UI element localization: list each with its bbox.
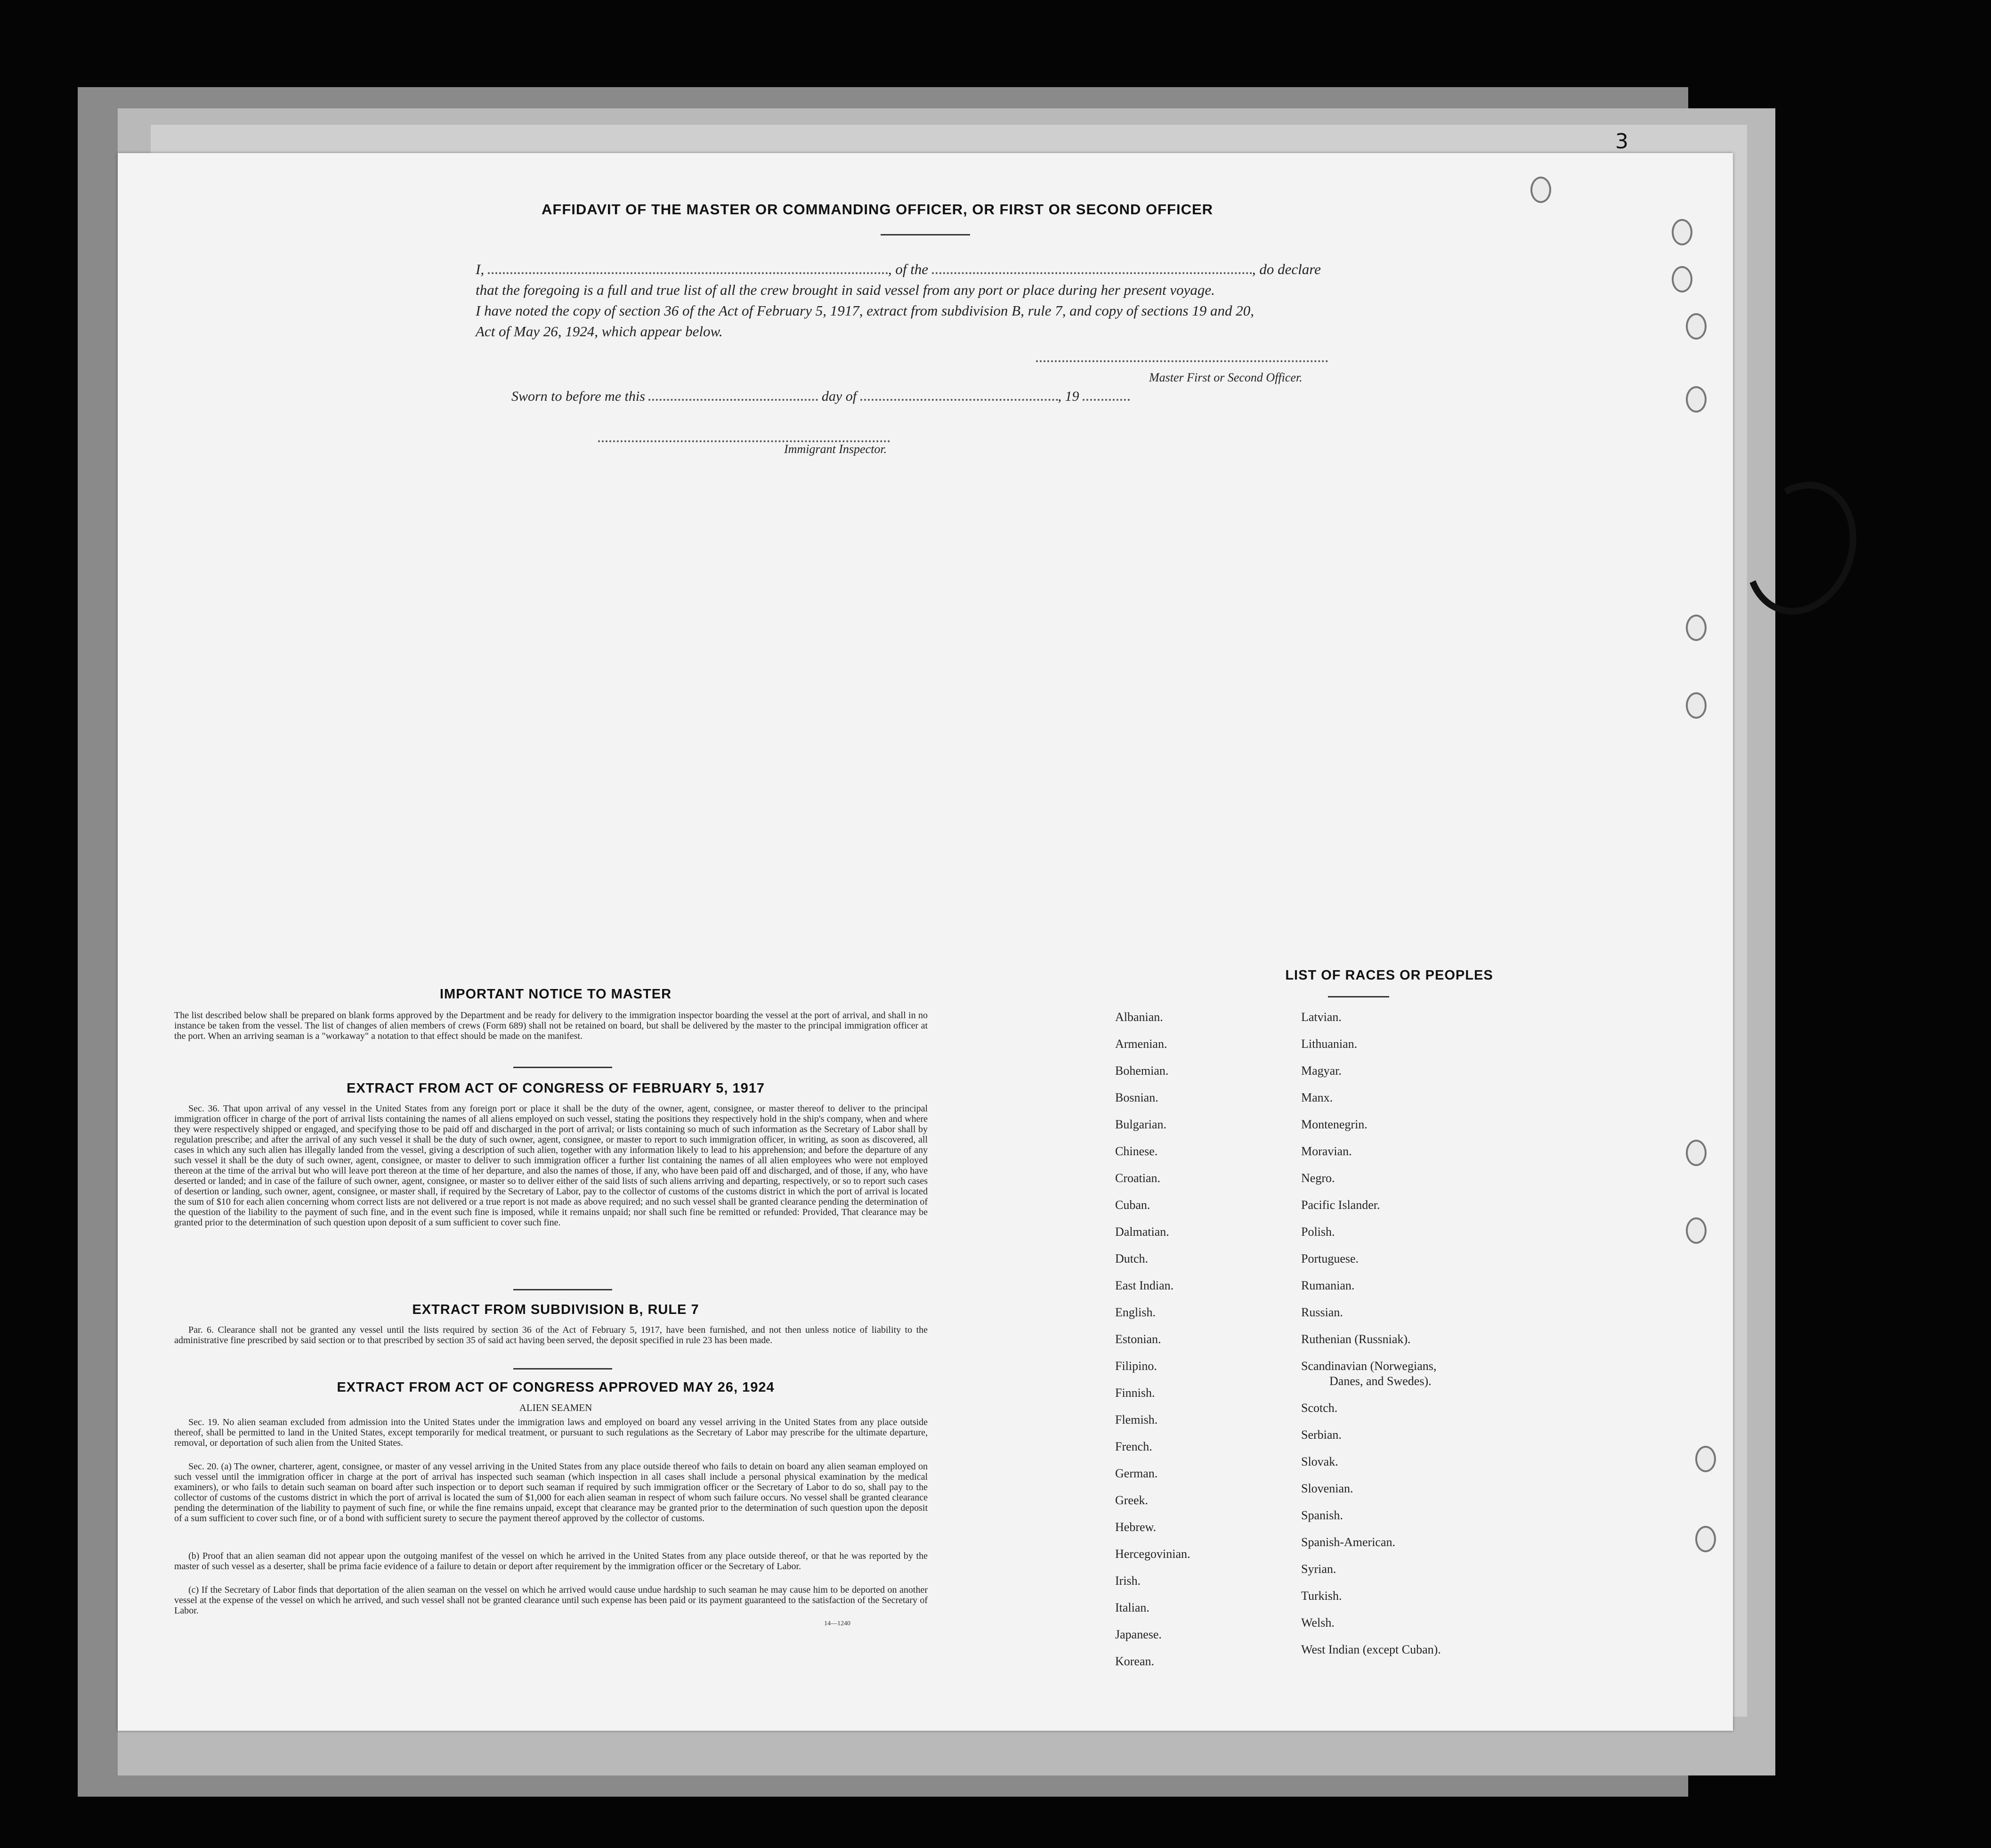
master-signature-label: Master First or Second Officer. [1149, 371, 1303, 384]
race-item: Polish. [1301, 1225, 1335, 1239]
punch-hole [1695, 1446, 1716, 1472]
affidavit-line-4: Act of May 26, 1924, which appear below. [476, 323, 723, 340]
race-item: Flemish. [1115, 1413, 1158, 1427]
extract-1917-title: EXTRACT FROM ACT OF CONGRESS OF FEBRUARY 5, 1917 [346, 1081, 765, 1096]
race-item: Bosnian. [1115, 1091, 1158, 1104]
race-item: Latvian. [1301, 1010, 1342, 1024]
race-item: Hebrew. [1115, 1520, 1157, 1534]
race-item: Turkish. [1301, 1589, 1342, 1603]
race-item: Bulgarian. [1115, 1118, 1167, 1131]
notice-title: IMPORTANT NOTICE TO MASTER [439, 987, 672, 1002]
form-page [118, 153, 1733, 1731]
race-item: Irish. [1115, 1574, 1141, 1588]
declarant-prefix: I, [476, 261, 485, 277]
affidavit-line-2: that the foregoing is a full and true list of all the crew brought in said vessel from any port or place during her present voyage. [476, 282, 1215, 298]
race-item: Hercegovinian. [1115, 1547, 1190, 1561]
of-the-label: , of the [888, 261, 929, 277]
race-item: Scotch. [1301, 1401, 1338, 1415]
race-item: English. [1115, 1305, 1156, 1319]
race-item: Russian. [1301, 1305, 1343, 1319]
punch-hole [1686, 1217, 1707, 1244]
divider [513, 1368, 612, 1370]
punch-hole [1686, 386, 1707, 413]
day-of-label: day of [821, 389, 857, 404]
extract-1924-sec20c: (c) If the Secretary of Labor finds that deportation of the alien seaman on the vessel on which he arrived would cause undue hardship to such seaman he may cause him to be deported on another vessel at the expense of the vessel on which he arrived, and such vessel shall not be granted clearance until such expense has been paid or its payment guaranteed to the satisfaction of the Secretary of Labor. [174, 1585, 928, 1616]
page-number: 3 [1615, 130, 1628, 154]
race-item: Rumanian. [1301, 1279, 1355, 1292]
punch-hole [1530, 177, 1551, 203]
divider [881, 234, 970, 235]
race-item: Estonian. [1115, 1332, 1161, 1346]
race-item: German. [1115, 1467, 1158, 1480]
sworn-year-field[interactable] [1083, 399, 1130, 401]
race-item: Syrian. [1301, 1562, 1336, 1576]
punch-hole [1695, 1526, 1716, 1552]
race-item: Slovenian. [1301, 1482, 1353, 1495]
extract-1924-sec19: Sec. 19. No alien seaman excluded from admission into the United States under the immigration laws and employed on board any vessel arriving in the United States from any place outside thereof, shall be permitted to land in the United States, except temporarily for medical treatment, or pursuant to such regulations as the Secretary of Labor may prescribe for the ultimate departure, removal, or deportation of such alien from the United States. [174, 1417, 928, 1448]
inspector-label: Immigrant Inspector. [784, 442, 887, 456]
race-item: East Indian. [1115, 1279, 1174, 1292]
divider [513, 1067, 612, 1068]
affidavit-title: AFFIDAVIT OF THE MASTER OR COMMANDING OFFICER, OR FIRST OR SECOND OFFICER [542, 201, 1214, 218]
year-label: , 19 [1058, 389, 1079, 404]
affidavit-declaration [476, 259, 1417, 342]
sworn-line [511, 389, 1312, 405]
race-item: Lithuanian. [1301, 1037, 1358, 1051]
race-item: Cuban. [1115, 1198, 1150, 1212]
race-item: Filipino. [1115, 1359, 1157, 1373]
race-item: Chinese. [1115, 1144, 1158, 1158]
divider [513, 1289, 612, 1290]
master-signature-field[interactable] [1036, 360, 1328, 362]
race-item: Manx. [1301, 1091, 1333, 1104]
declarant-name-field[interactable] [488, 272, 888, 274]
extract-rule7-text: Par. 6. Clearance shall not be granted any vessel until the lists required by section 36 of the Act of February 5, 1917, have been furnished, and not then unless notice of liability to the administrative fine prescribed by said section or to that prescribed by section 35 of said act having been served, the deposit specified in rule 23 has been made. [174, 1325, 928, 1345]
sworn-day-field[interactable] [648, 399, 818, 401]
punch-hole [1672, 266, 1692, 292]
race-item: Albanian. [1115, 1010, 1163, 1024]
sworn-label: Sworn to before me this [511, 389, 645, 404]
race-item: Slovak. [1301, 1455, 1338, 1468]
race-item: Croatian. [1115, 1171, 1161, 1185]
extract-1917-text: Sec. 36. That upon arrival of any vessel in the United States from any foreign port or place it shall be the duty of the owner, agent, consignee, or master thereof to deliver to the principal immigration officer in charge of the port of arrival lists containing the names of all aliens employed on such vessel, stating the positions they respectively hold in the ship's company, when and where they were respectively shipped or engaged, and specifying those to be paid off and discharged in the port of arrival; or lists containing so much of such information as the Secretary of Labor shall by regulation prescribe; and after the arrival of any such vessel it shall be the duty of such owner, agent, consignee, or master to report to such immigration officer, in writing, as soon as discovered, all cases in which any such alien has illegally landed from the vessel, giving a description of such alien, together with any information likely to lead to his apprehension; and before the departure of any such vessel it shall be the duty of such owner, agent, consignee, or master to deliver to such immigration officer a further list containing the names of all alien employees who were not employed thereon at the time of the arrival but who will leave port thereon at the time of her departure, and also the names of those, if any, who have been paid off and discharged, and of those, if any, who have deserted or landed; and in case of the failure of such owner, agent, consignee, or master so to deliver either of the said lists of such aliens arriving and departing, respectively, or so to report such cases of desertion or landing, such owner, agent, consignee, or master shall, if required by the Secretary of Labor, pay to the collector of customs of the customs district in which the port of arrival is located the sum of $10 for each alien concerning whom correct lists are not delivered or a true report is not made as above required; and no such vessel shall be granted clearance pending the determination of the question of the liability to the payment of such fine, and in the event such fine is imposed, while it remains unpaid; nor shall such fine be remitted or refunded: Provided, That clearance may be granted prior to the determination of such question upon deposit of a sum sufficient to cover such fine. [174, 1103, 928, 1228]
race-item: Danes, and Swedes). [1329, 1374, 1432, 1388]
race-item: Bohemian. [1115, 1064, 1169, 1078]
sworn-month-field[interactable] [860, 399, 1058, 401]
race-item: Welsh. [1301, 1616, 1335, 1629]
race-item: Spanish-American. [1301, 1535, 1396, 1549]
divider [1328, 996, 1389, 997]
notice-text: The list described below shall be prepared on blank forms approved by the Department and be ready for delivery to the immigration inspector boarding the vessel at the port of arrival, and shall in no instance be taken from the vessel. The list of changes of alien members of crews (Form 689) shall not be retained on board, but shall be delivered by the master to the principal immigration officer at the port. When an arriving seaman is a "workaway" a notation to that effect should be made on the manifest. [174, 1010, 928, 1041]
punch-hole [1686, 1140, 1707, 1166]
affidavit-line-1 [476, 259, 1417, 280]
extract-1924-subtitle: ALIEN SEAMEN [519, 1402, 592, 1413]
race-item: Japanese. [1115, 1628, 1162, 1641]
race-item: Portuguese. [1301, 1252, 1359, 1265]
extract-1924-sec20b: (b) Proof that an alien seaman did not appear upon the outgoing manifest of the vessel on which he arrived in the United States from any place outside thereof, or that he was reported by the master of such vessel as a deserter, shall be prima facie evidence of a failure to detain or deport after requirement by the immigration officer or the Secretary of Labor. [174, 1551, 928, 1572]
race-item: Magyar. [1301, 1064, 1342, 1078]
races-list-left [1115, 1010, 1303, 1681]
race-item: Moravian. [1301, 1144, 1352, 1158]
race-item: Serbian. [1301, 1428, 1342, 1442]
race-item: Scandinavian (Norwegians, [1301, 1359, 1437, 1373]
race-item: Finnish. [1115, 1386, 1155, 1400]
race-item: Korean. [1115, 1654, 1155, 1668]
extract-1924-sec20a: Sec. 20. (a) The owner, charterer, agent, consignee, or master of any vessel arriving in the United States from any place outside thereof who fails to detain on board any alien seaman employed on such vessel until the immigration officer in charge at the port of arrival has inspected such seaman (which inspection in all cases shall include a personal physical examination by the medical examiners), or who fails to detain such seaman on board after such inspection or to deport such seaman if required by such immigration officer or the Secretary of Labor to do so, shall pay to the collector of customs of the customs district in which the port of arrival is located the sum of $1,000 for each alien seaman in respect of whom such failure occurs. No vessel shall be granted clearance pending the determination of the liability to payment of such fine, or while the fine remains unpaid, except that clearance may be granted prior to the determination of such question upon the deposit of a sum sufficient to cover such fine, or of a bond with sufficient surety to secure the payment thereof approved by the collector of customs. [174, 1461, 928, 1524]
extract-1924-title: EXTRACT FROM ACT OF CONGRESS APPROVED MAY 26, 1924 [337, 1380, 775, 1395]
race-item: Spanish. [1301, 1508, 1343, 1522]
form-number: 14—1240 [824, 1620, 850, 1627]
race-item: Ruthenian (Russniak). [1301, 1332, 1411, 1346]
punch-hole [1672, 219, 1692, 245]
race-item: Dutch. [1115, 1252, 1149, 1265]
race-item: Italian. [1115, 1601, 1149, 1614]
race-item: Greek. [1115, 1493, 1149, 1507]
do-declare-label: , do declare [1252, 261, 1321, 277]
race-item: Dalmatian. [1115, 1225, 1169, 1239]
race-item: Montenegrin. [1301, 1118, 1368, 1131]
punch-hole [1686, 615, 1707, 641]
punch-hole [1686, 692, 1707, 719]
race-item: Armenian. [1115, 1037, 1167, 1051]
race-item: Pacific Islander. [1301, 1198, 1380, 1212]
race-item: West Indian (except Cuban). [1301, 1643, 1441, 1656]
races-title: LIST OF RACES OR PEOPLES [1285, 968, 1493, 983]
punch-hole [1686, 313, 1707, 340]
race-item: Negro. [1301, 1171, 1335, 1185]
vessel-name-field[interactable] [932, 272, 1252, 274]
extract-rule7-title: EXTRACT FROM SUBDIVISION B, RULE 7 [412, 1302, 699, 1317]
race-item: French. [1115, 1440, 1152, 1453]
affidavit-line-3: I have noted the copy of section 36 of the Act of February 5, 1917, extract from subdivision B, rule 7, and copy of sections 19 and 20, [476, 302, 1254, 319]
races-list-right [1301, 1010, 1584, 1670]
